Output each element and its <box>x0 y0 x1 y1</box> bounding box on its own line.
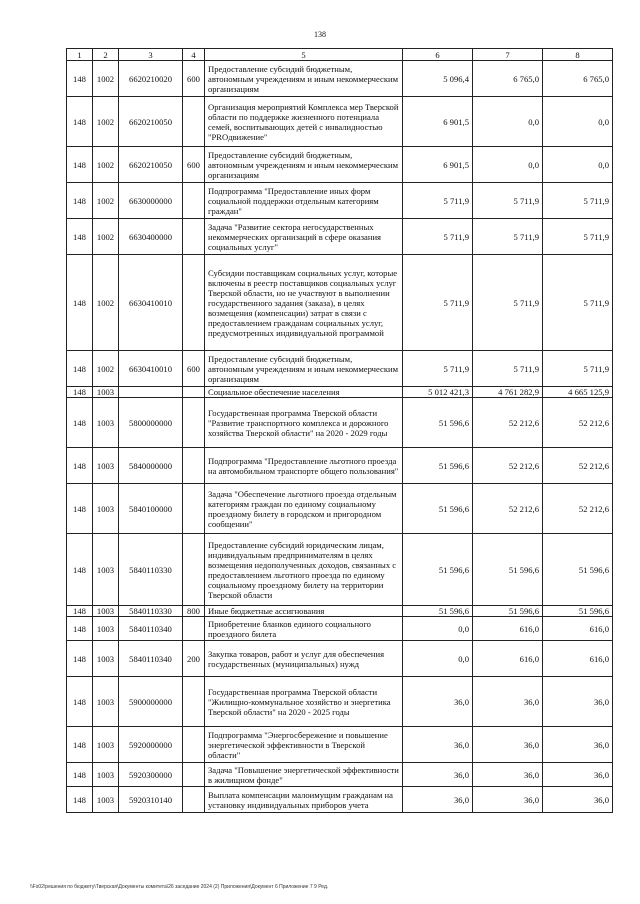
cell-amount-year-3: 52 212,6 <box>543 484 613 534</box>
cell-description: Приобретение бланков единого социального проездного билета <box>205 617 403 641</box>
page-number: 138 <box>314 30 326 39</box>
cell-chapter-code: 148 <box>67 448 93 484</box>
cell-target-article: 5840110330 <box>119 606 183 617</box>
table-row <box>67 351 613 387</box>
cell-target-article: 5920300000 <box>119 763 183 787</box>
cell-description: Социальное обеспечение населения <box>205 387 403 398</box>
cell-amount-year-3: 5 711,9 <box>543 255 613 351</box>
cell-section-code: 1003 <box>93 484 119 534</box>
cell-expense-type <box>183 534 205 606</box>
cell-amount-year-1: 36,0 <box>403 677 473 727</box>
table-row <box>67 534 613 606</box>
cell-amount-year-3: 51 596,6 <box>543 534 613 606</box>
cell-chapter-code: 148 <box>67 219 93 255</box>
cell-amount-year-1: 5 012 421,3 <box>403 387 473 398</box>
footer-path: \\Fs02\решения по бюджету\Тверская\Документы комитета\26 заседание 2024 (2) Приложения\Документ 6 Приложение 7 9 Ред. <box>30 884 329 890</box>
cell-chapter-code: 148 <box>67 763 93 787</box>
table-row <box>67 97 613 147</box>
cell-chapter-code: 148 <box>67 534 93 606</box>
cell-expense-type: 200 <box>183 641 205 677</box>
cell-amount-year-3: 36,0 <box>543 787 613 813</box>
cell-description: Субсидии поставщикам социальных услуг, которые включены в реестр поставщиков социальных услуг Тверской области, но не участвуют в выполнении государственного задания (заказа), в целях возмещения (компенсации) затрат в связи с предоставлением гражданам социальных услуг, предусмотренных индивидуальной программой <box>205 255 403 351</box>
cell-chapter-code: 148 <box>67 97 93 147</box>
cell-expense-type <box>183 727 205 763</box>
column-header: 8 <box>543 49 613 61</box>
cell-description: Закупка товаров, работ и услуг для обеспечения государственных (муниципальных) нужд <box>205 641 403 677</box>
cell-expense-type <box>183 787 205 813</box>
cell-amount-year-2: 36,0 <box>473 677 543 727</box>
cell-section-code: 1003 <box>93 448 119 484</box>
cell-amount-year-1: 0,0 <box>403 617 473 641</box>
cell-amount-year-2: 5 711,9 <box>473 183 543 219</box>
cell-chapter-code: 148 <box>67 387 93 398</box>
cell-amount-year-2: 36,0 <box>473 787 543 813</box>
cell-expense-type: 600 <box>183 351 205 387</box>
cell-target-article: 5920310140 <box>119 787 183 813</box>
cell-amount-year-2: 52 212,6 <box>473 484 543 534</box>
cell-expense-type <box>183 183 205 219</box>
cell-expense-type <box>183 617 205 641</box>
column-header: 3 <box>119 49 183 61</box>
cell-target-article: 5840110340 <box>119 641 183 677</box>
cell-expense-type <box>183 677 205 727</box>
cell-target-article: 5840110340 <box>119 617 183 641</box>
cell-description: Государственная программа Тверской области "Жилищно-коммунальное хозяйство и энергетика Тверской области" на 2020 - 2025 годы <box>205 677 403 727</box>
cell-chapter-code: 148 <box>67 351 93 387</box>
cell-amount-year-1: 51 596,6 <box>403 448 473 484</box>
cell-section-code: 1002 <box>93 61 119 97</box>
cell-amount-year-1: 5 096,4 <box>403 61 473 97</box>
cell-section-code: 1003 <box>93 606 119 617</box>
table-row <box>67 255 613 351</box>
cell-amount-year-1: 5 711,9 <box>403 255 473 351</box>
cell-amount-year-2: 52 212,6 <box>473 398 543 448</box>
table-body <box>67 61 613 813</box>
cell-target-article <box>119 387 183 398</box>
cell-description: Подпрограмма "Предоставление льготного проезда на автомобильном транспорте общего пользования" <box>205 448 403 484</box>
cell-amount-year-1: 36,0 <box>403 787 473 813</box>
cell-section-code: 1003 <box>93 677 119 727</box>
table-row <box>67 219 613 255</box>
table-row <box>67 398 613 448</box>
cell-description: Выплата компенсации малоимущим гражданам на установку индивидуальных приборов учета <box>205 787 403 813</box>
cell-target-article: 6630400000 <box>119 219 183 255</box>
cell-amount-year-3: 5 711,9 <box>543 351 613 387</box>
cell-expense-type: 600 <box>183 61 205 97</box>
cell-section-code: 1002 <box>93 255 119 351</box>
cell-amount-year-1: 5 711,9 <box>403 219 473 255</box>
cell-description: Предоставление субсидий бюджетным, автономным учреждениям и иным некоммерческим организациям <box>205 351 403 387</box>
table-row <box>67 183 613 219</box>
cell-amount-year-3: 5 711,9 <box>543 219 613 255</box>
cell-section-code: 1003 <box>93 617 119 641</box>
cell-section-code: 1003 <box>93 398 119 448</box>
cell-chapter-code: 148 <box>67 183 93 219</box>
cell-chapter-code: 148 <box>67 727 93 763</box>
cell-amount-year-1: 51 596,6 <box>403 484 473 534</box>
column-header: 4 <box>183 49 205 61</box>
cell-amount-year-1: 0,0 <box>403 641 473 677</box>
cell-chapter-code: 148 <box>67 255 93 351</box>
cell-section-code: 1002 <box>93 97 119 147</box>
cell-section-code: 1003 <box>93 763 119 787</box>
cell-expense-type <box>183 255 205 351</box>
cell-expense-type <box>183 398 205 448</box>
cell-target-article: 6620210050 <box>119 97 183 147</box>
cell-target-article: 6630000000 <box>119 183 183 219</box>
cell-target-article: 5840110330 <box>119 534 183 606</box>
cell-target-article: 5920000000 <box>119 727 183 763</box>
cell-target-article: 5900000000 <box>119 677 183 727</box>
cell-amount-year-3: 36,0 <box>543 763 613 787</box>
cell-description: Подпрограмма "Энергосбережение и повышение энергетической эффективности в Тверской области" <box>205 727 403 763</box>
cell-description: Задача "Развитие сектора негосударственных некоммерческих организаций в сфере оказания социальных услуг" <box>205 219 403 255</box>
cell-target-article: 6620210020 <box>119 61 183 97</box>
cell-section-code: 1002 <box>93 183 119 219</box>
cell-section-code: 1003 <box>93 641 119 677</box>
cell-amount-year-2: 36,0 <box>473 763 543 787</box>
cell-section-code: 1002 <box>93 147 119 183</box>
table-row <box>67 641 613 677</box>
cell-chapter-code: 148 <box>67 677 93 727</box>
cell-expense-type <box>183 448 205 484</box>
cell-amount-year-3: 52 212,6 <box>543 398 613 448</box>
cell-description: Предоставление субсидий бюджетным, автономным учреждениям и иным некоммерческим организациям <box>205 147 403 183</box>
column-header: 7 <box>473 49 543 61</box>
cell-section-code: 1003 <box>93 387 119 398</box>
cell-amount-year-1: 51 596,6 <box>403 606 473 617</box>
table-row <box>67 387 613 398</box>
cell-amount-year-2: 51 596,6 <box>473 606 543 617</box>
cell-amount-year-1: 5 711,9 <box>403 183 473 219</box>
table-row <box>67 727 613 763</box>
cell-description: Задача "Повышение энергетической эффективности в жилищном фонде" <box>205 763 403 787</box>
cell-section-code: 1003 <box>93 727 119 763</box>
cell-amount-year-3: 52 212,6 <box>543 448 613 484</box>
cell-expense-type <box>183 97 205 147</box>
cell-amount-year-1: 5 711,9 <box>403 351 473 387</box>
table-row <box>67 61 613 97</box>
cell-amount-year-1: 51 596,6 <box>403 534 473 606</box>
cell-amount-year-3: 4 665 125,9 <box>543 387 613 398</box>
cell-target-article: 5840000000 <box>119 448 183 484</box>
column-header: 1 <box>67 49 93 61</box>
cell-description: Предоставление субсидий юридическим лицам, индивидуальным предпринимателям в целях возмещения недополученных доходов, связанных с предоставлением льготного проезда по единому социальному проездному билету на территории Тверской области <box>205 534 403 606</box>
header-row <box>67 49 613 61</box>
cell-section-code: 1003 <box>93 534 119 606</box>
cell-description: Задача "Обеспечение льготного проезда отдельным категориям граждан по единому социальному проездному билету в городском и пригородном сообщении" <box>205 484 403 534</box>
cell-amount-year-3: 616,0 <box>543 641 613 677</box>
cell-amount-year-2: 5 711,9 <box>473 351 543 387</box>
column-header: 5 <box>205 49 403 61</box>
cell-amount-year-3: 51 596,6 <box>543 606 613 617</box>
cell-amount-year-3: 0,0 <box>543 147 613 183</box>
cell-section-code: 1003 <box>93 787 119 813</box>
cell-amount-year-2: 4 761 282,9 <box>473 387 543 398</box>
cell-target-article: 6620210050 <box>119 147 183 183</box>
column-header: 6 <box>403 49 473 61</box>
cell-amount-year-3: 6 765,0 <box>543 61 613 97</box>
cell-expense-type <box>183 484 205 534</box>
table-row <box>67 448 613 484</box>
table-row <box>67 484 613 534</box>
cell-chapter-code: 148 <box>67 484 93 534</box>
cell-amount-year-3: 36,0 <box>543 677 613 727</box>
cell-chapter-code: 148 <box>67 641 93 677</box>
table-row <box>67 677 613 727</box>
table-row <box>67 606 613 617</box>
cell-chapter-code: 148 <box>67 787 93 813</box>
cell-expense-type <box>183 387 205 398</box>
cell-description: Организация мероприятий Комплекса мер Тверской области по поддержке жизненного потенциала семей, воспитывающих детей с инвалидностью "PROдвижение" <box>205 97 403 147</box>
cell-amount-year-2: 51 596,6 <box>473 534 543 606</box>
cell-amount-year-1: 6 901,5 <box>403 97 473 147</box>
cell-amount-year-2: 616,0 <box>473 617 543 641</box>
cell-target-article: 5800000000 <box>119 398 183 448</box>
cell-description: Государственная программа Тверской области "Развитие транспортного комплекса и дорожного хозяйства Тверской области" на 2020 - 2029 годы <box>205 398 403 448</box>
cell-section-code: 1002 <box>93 351 119 387</box>
cell-amount-year-1: 36,0 <box>403 763 473 787</box>
cell-amount-year-1: 36,0 <box>403 727 473 763</box>
cell-amount-year-2: 616,0 <box>473 641 543 677</box>
cell-section-code: 1002 <box>93 219 119 255</box>
cell-chapter-code: 148 <box>67 606 93 617</box>
cell-chapter-code: 148 <box>67 61 93 97</box>
table-row <box>67 147 613 183</box>
cell-amount-year-3: 5 711,9 <box>543 183 613 219</box>
budget-table <box>66 48 613 813</box>
cell-chapter-code: 148 <box>67 398 93 448</box>
cell-amount-year-2: 36,0 <box>473 727 543 763</box>
cell-description: Иные бюджетные ассигнования <box>205 606 403 617</box>
cell-amount-year-2: 6 765,0 <box>473 61 543 97</box>
cell-amount-year-1: 51 596,6 <box>403 398 473 448</box>
cell-expense-type <box>183 219 205 255</box>
cell-chapter-code: 148 <box>67 147 93 183</box>
cell-amount-year-3: 616,0 <box>543 617 613 641</box>
cell-target-article: 6630410010 <box>119 255 183 351</box>
cell-expense-type: 600 <box>183 147 205 183</box>
column-header: 2 <box>93 49 119 61</box>
cell-amount-year-2: 5 711,9 <box>473 255 543 351</box>
cell-amount-year-2: 0,0 <box>473 97 543 147</box>
cell-amount-year-2: 0,0 <box>473 147 543 183</box>
cell-expense-type <box>183 763 205 787</box>
cell-expense-type: 800 <box>183 606 205 617</box>
cell-target-article: 5840100000 <box>119 484 183 534</box>
cell-description: Предоставление субсидий бюджетным, автономным учреждениям и иным некоммерческим организациям <box>205 61 403 97</box>
cell-target-article: 6630410010 <box>119 351 183 387</box>
cell-amount-year-3: 36,0 <box>543 727 613 763</box>
table-row <box>67 763 613 787</box>
cell-amount-year-2: 52 212,6 <box>473 448 543 484</box>
cell-amount-year-3: 0,0 <box>543 97 613 147</box>
cell-chapter-code: 148 <box>67 617 93 641</box>
cell-amount-year-1: 6 901,5 <box>403 147 473 183</box>
cell-amount-year-2: 5 711,9 <box>473 219 543 255</box>
cell-description: Подпрограмма "Предоставление иных форм социальной поддержки отдельным категориям граждан" <box>205 183 403 219</box>
table-row <box>67 787 613 813</box>
table-row <box>67 617 613 641</box>
